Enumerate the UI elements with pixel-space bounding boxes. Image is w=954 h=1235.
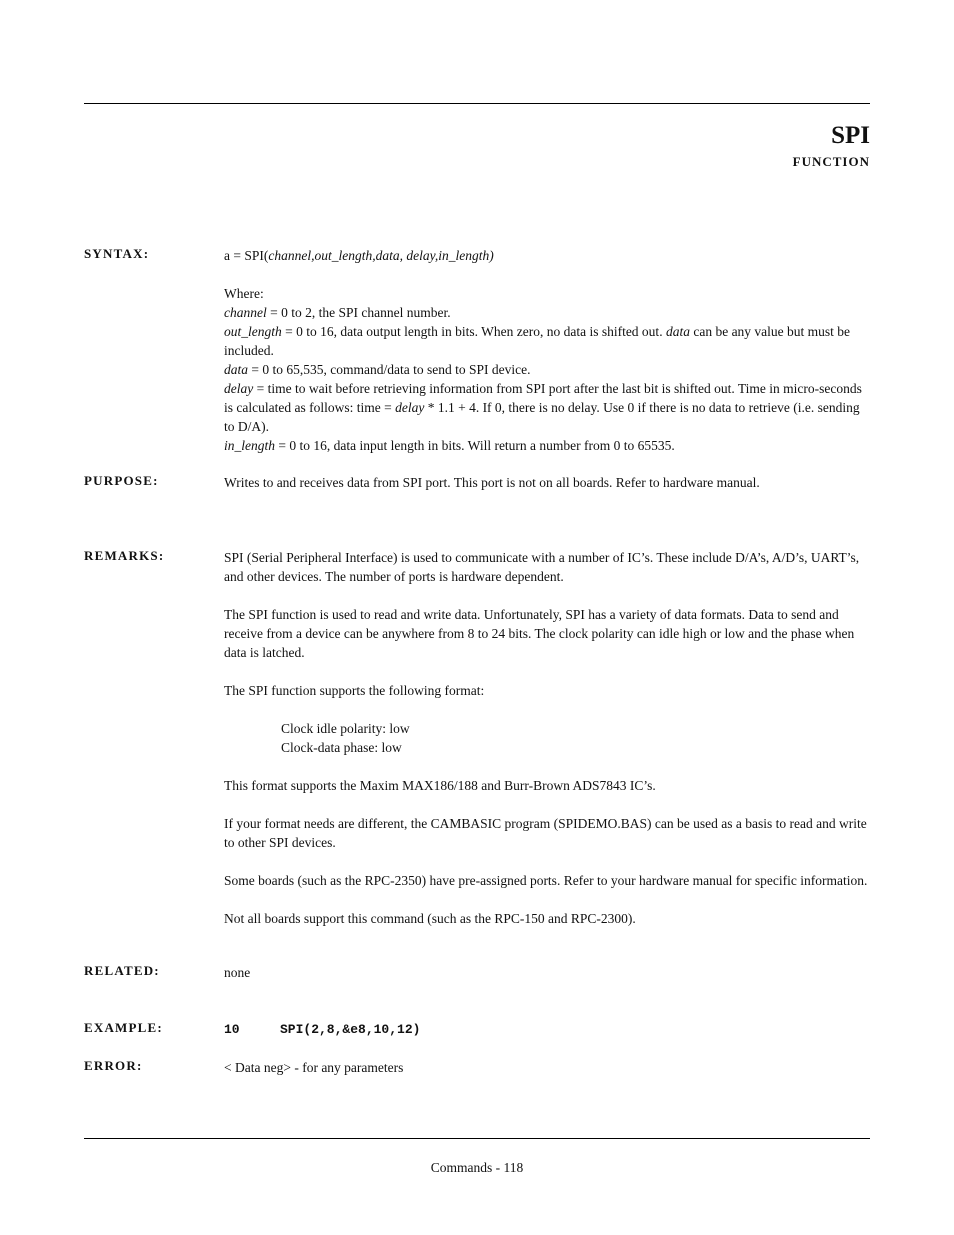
format-line-1: Clock idle polarity: low <box>281 721 410 736</box>
purpose-label: PURPOSE: <box>84 473 159 488</box>
error-body <box>224 1058 870 1077</box>
page-subtitle: FUNCTION <box>792 154 870 169</box>
remarks-paragraph-5: If your format needs are different, the CAMBASIC program (SPIDEMO.BAS) can be used as a basis to read and write to other SPI devices. <box>224 816 867 850</box>
header-rule <box>84 103 870 104</box>
remarks-paragraph-7: Not all boards support this command (such as the RPC-150 and RPC-2300). <box>224 911 636 926</box>
page-footer: Commands - 118 <box>430 1160 524 1175</box>
example-statement: SPI(2,8,&e8,10,12) <box>280 1022 421 1037</box>
param-channel: channel = 0 to 2, the SPI channel number. <box>224 305 451 320</box>
example-body <box>224 1020 870 1039</box>
remarks-paragraph-2: The SPI function is used to read and write data. Unfortunately, SPI has a variety of data formats. Data to send and receive from a device can be anywhere from 8 to 24 bits. The clock polarity can idle high or low and the phase when data is latched. <box>224 607 855 660</box>
param-out-length: out_length = 0 to 16, data output length in bits. When zero, no data is shifted out. data can be any value but must be included. <box>224 324 851 358</box>
error-label: ERROR: <box>84 1058 143 1073</box>
syntax-body <box>224 246 870 455</box>
where-label: Where: <box>224 286 264 301</box>
remarks-label: REMARKS: <box>84 548 165 563</box>
error-text: < Data neg> - for any parameters <box>224 1060 404 1075</box>
related-label: RELATED: <box>84 963 160 978</box>
remarks-paragraph-3: The SPI function supports the following format: <box>224 683 485 698</box>
syntax-label: SYNTAX: <box>84 246 150 261</box>
param-in-length: in_length = 0 to 16, data input length in bits. Will return a number from 0 to 65535. <box>224 438 675 453</box>
example-code <box>224 1020 870 1039</box>
purpose-text: Writes to and receives data from SPI port. This port is not on all boards. Refer to hardware manual. <box>224 475 760 490</box>
remarks-paragraph-6: Some boards (such as the RPC-2350) have pre-assigned ports. Refer to your hardware manual for specific information. <box>224 873 868 888</box>
syntax-line: a = SPI(channel,out_length,data, delay,in_length) <box>224 248 494 263</box>
param-data: data = 0 to 65,535, command/data to send to SPI device. <box>224 362 531 377</box>
footer-rule <box>84 1138 870 1139</box>
remarks-paragraph-1: SPI (Serial Peripheral Interface) is used to communicate with a number of IC’s. These include D/A’s, A/D’s, UART’s, and other devices. The number of ports is hardware dependent. <box>224 550 860 584</box>
remarks-paragraph-4: This format supports the Maxim MAX186/188 and Burr-Brown ADS7843 IC’s. <box>224 778 656 793</box>
page-title: SPI <box>831 122 870 149</box>
related-text: none <box>224 965 251 980</box>
purpose-body <box>224 473 870 492</box>
format-line-2: Clock-data phase: low <box>281 740 402 755</box>
remarks-body <box>224 548 870 928</box>
example-line-number: 10 <box>224 1022 240 1037</box>
related-body <box>224 963 870 982</box>
example-label: EXAMPLE: <box>84 1020 163 1035</box>
param-delay: delay = time to wait before retrieving information from SPI port after the last bit is shifted out. Time in micro-seconds is calculated as follows: time = delay * 1.1 + 4. If 0, there is no delay. Use 0 if there is no data to retrieve (i.e. sending to D/A). <box>224 381 862 434</box>
